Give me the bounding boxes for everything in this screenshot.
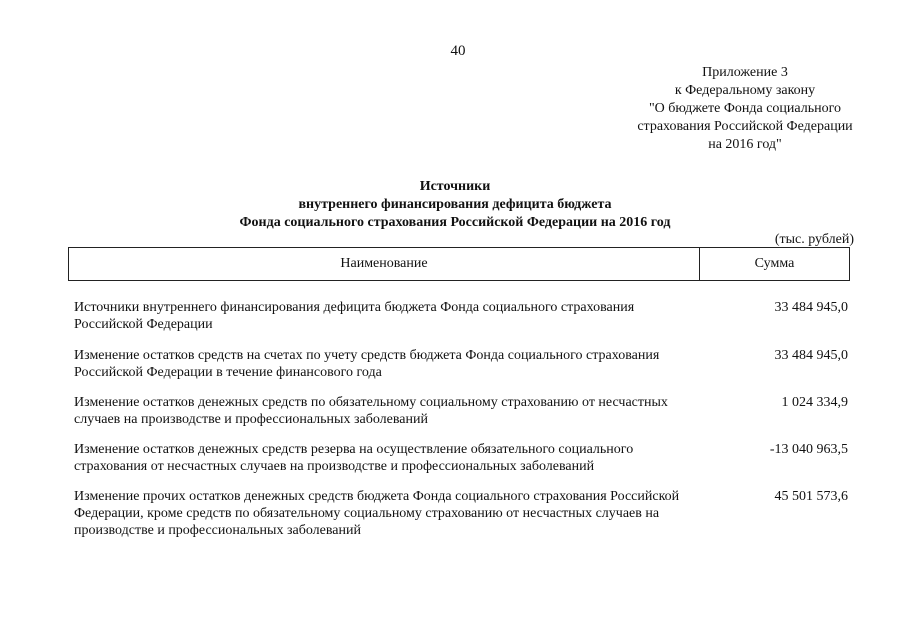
units-label: (тыс. рублей) (774, 232, 854, 247)
title-line: Источники (419, 179, 491, 194)
appendix-line: к Федеральному закону (674, 83, 816, 98)
row-amount: 45 501 573,6 (774, 489, 848, 504)
column-header-name: Наименование (69, 248, 700, 280)
title-line: внутреннего финансирования дефицита бюджета (298, 197, 612, 212)
row-name: Изменение прочих остатков денежных средств бюджета Фонда социального страхования Российской Федерации, кроме средств по обязательному социальному страхованию от несчастных случаев на производстве и профессиональных заболеваний (74, 489, 680, 538)
table-row (74, 394, 850, 428)
column-header-sum: Сумма (754, 256, 795, 271)
table-header (68, 247, 850, 281)
row-name: Источники внутреннего финансирования дефицита бюджета Фонда социального страхования Российской Федерации (74, 300, 635, 332)
table-row (74, 441, 850, 475)
row-amount: -13 040 963,5 (769, 442, 848, 457)
appendix-line: Приложение 3 (702, 65, 788, 80)
row-amount: 33 484 945,0 (774, 348, 848, 363)
page-number: 40 (450, 43, 466, 59)
row-name: Изменение остатков денежных средств по обязательному социальному страхованию от несчастных случаев на производстве и профессиональных заболеваний (74, 395, 668, 427)
appendix-line: на 2016 год" (708, 137, 782, 152)
row-amount: 33 484 945,0 (774, 300, 848, 315)
document-title (120, 178, 790, 232)
title-line: Фонда социального страхования Российской Федерации на 2016 год (239, 215, 671, 230)
row-amount: 1 024 334,9 (781, 395, 848, 410)
table-row (74, 299, 850, 333)
appendix-line: "О бюджете Фонда социального (648, 101, 842, 116)
appendix-line: страхования Российской Федерации (637, 119, 853, 134)
table-row (74, 347, 850, 381)
row-name: Изменение остатков средств на счетах по учету средств бюджета Фонда социального страхования Российской Федерации в течение финансового года (74, 348, 660, 380)
appendix-reference (600, 64, 890, 154)
row-name: Изменение остатков денежных средств резерва на осуществление обязательного социального страхования от несчастных случаев на производстве и профессиональных заболеваний (74, 442, 634, 474)
table-row (74, 488, 850, 539)
